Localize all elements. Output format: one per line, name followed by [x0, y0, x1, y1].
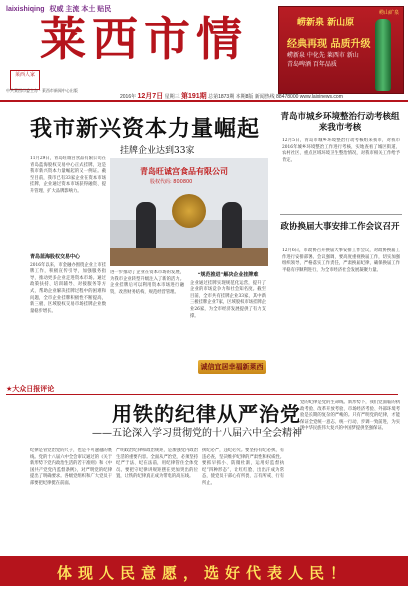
lead-paragraph-1: 11月29日，青岛旺诚宫食品有限公司在青岛蓝海股权交易中心正式挂牌，这是我市新兴资本力量崛起的又一例证。截至目前，我市已有33家企业在资本市场挂牌，企业通过资本市场获得融资、提升管理、扩大品牌影响力。	[30, 156, 106, 194]
editorial-subheadline: ——五论深入学习贯彻党的十八届六中全会精神	[92, 428, 302, 439]
right-headline-1[interactable]: 青岛市城乡环境整治行动考核组来我市考核	[280, 112, 400, 133]
gong-icon	[172, 194, 206, 228]
editorial-column-1	[30, 448, 112, 552]
issue-year: 2016年	[120, 94, 137, 100]
mid-paragraph-1: 进一步推动了企业在资本市场的发展，为我市企业转型升级注入了新的活力。企业挂牌后可以利用资本市场进行融资，改善财务结构，规范经营管理。	[110, 270, 184, 295]
city-slogan-banner: 诚信宜居幸福新莱西	[198, 360, 266, 374]
editorial-side-paragraph: 党的纪律是党的生命线。新形势下，我们党面临的执政考验、改革开放考验、市场经济考验、外部环境考验是长期的复杂的严峻的。只有严明党的纪律，才能保证全党统一意志、统一行动、步调一致前进，为实现中华民族伟大复兴的中国梦提供坚强保证。	[300, 400, 400, 432]
lead-headline[interactable]: 我市新兴资本力量崛起	[30, 116, 261, 142]
slogan: 权威 主流 本土 贴民	[49, 6, 112, 13]
advertisement[interactable]	[278, 6, 404, 94]
issue-date: 12月7日	[137, 93, 164, 100]
editorial-column-2	[116, 448, 198, 552]
right-paragraph-1: 12月5日，青岛市城乡环境整治行动考核组来我市，对我市2016年城乡环境整治工作进行考核，实地查看了城区街道、农村社区、重点区域环境卫生整治情况，对我市相关工作给予肯定。	[282, 138, 400, 163]
masthead-divider	[0, 100, 408, 102]
ad-text: 崂新泉 中化先 莱西市 新山 青岛啤酒 百年品质	[287, 52, 359, 68]
lead-subheadline: 挂牌企业达到33家	[120, 146, 195, 156]
footer-slogan: 体现人民意愿，选好代表人民！	[56, 564, 351, 582]
photo-sign-code: 股权代码: 800800	[150, 179, 193, 185]
seal-logo: 莱西人家	[10, 70, 40, 90]
issue-number: 第191期	[181, 93, 207, 100]
hotline: 新闻热线 88478000 www.laixinews.com	[254, 94, 343, 100]
right-article-1	[282, 138, 400, 210]
section-divider	[6, 394, 398, 395]
ad-brand: 崂新泉 新山原	[297, 18, 355, 28]
lead-subhead: 青岛蓝海股权交易中心	[30, 254, 81, 260]
editorial-side-column	[300, 400, 400, 552]
mid-article-text-1	[110, 270, 184, 380]
editorial-paragraph-1: 纪律是管党治党的尺子，也是不可逾越的底线。党的十八届六中全会审议通过的《关于新形势下党内政治生活的若干准则》和《中国共产党党内监督条例》，对严明党的纪律提出了明确要求。各级党组织和广大党员干部要把纪律挺在前面。	[30, 448, 112, 486]
editorial-column-3	[202, 448, 284, 552]
site-name: laixishiqing	[6, 6, 45, 13]
right-article-2	[282, 248, 400, 376]
total-issue: 总第1873期	[208, 94, 235, 100]
photo-sign: 青岛旺诚宫食品有限公司	[140, 167, 228, 176]
bottle-icon	[375, 19, 391, 91]
right-headline-2[interactable]: 政协换届大事安排工作会议召开	[280, 222, 400, 232]
page-count: 本期8版	[235, 94, 254, 100]
masthead	[0, 0, 408, 100]
right-paragraph-2: 12月6日，市政协召开换届大事安排工作会议，对政协换届工作进行安排部署。会议强调，要高度重视换届工作，切实加强组织领导，严格落实工作责任，严肃换届纪律，确保换届工作平稳有序顺利进行，为全市经济社会发展凝聚力量。	[282, 248, 400, 273]
ad-headline: 经典再现 品质升级	[287, 39, 371, 50]
section-label: ★大众日报评论	[6, 385, 55, 393]
mid-paragraph-2: 企业通过挂牌实现规范化运营，提升了企业的市场竞争力和社会知名度。截至目前，全市共有挂牌企业33家，其中新三板挂牌企业7家，区域股权市场挂牌企业26家，为全市经济发展提供了有力支撑。	[190, 280, 266, 319]
ad-badge: 崂山矿泉	[379, 10, 400, 16]
editorial-headline[interactable]: 用铁的纪律从严治党	[112, 402, 301, 426]
mid-subhead: “规范推进”解决企业挂牌难	[197, 272, 259, 278]
editorial-paragraph-3: 执纪必严，违纪必究。要坚持有纪必执、有违必查，坚决维护纪律的严肃性和权威性。要抓早抓小、防微杜渐，运用好监督执纪“四种形态”，让红红脸、出出汗成为常态，使党员干部心有所畏、言有所戒、行有所止。	[202, 448, 284, 486]
newspaper-title: 莱西市情	[40, 12, 248, 66]
lead-article-text	[30, 156, 106, 246]
issue-weekday: 星期三	[164, 94, 180, 100]
lead-paragraph-2: 2016年以来，市金融办围绕企业上市挂牌工作，积极宣传引导，加强服务指导，推动更多企业走进资本市场。通过政策扶持、培训辅导、对接服务等方式，帮助企业解决挂牌过程中的困难和问题，全市企业挂牌积极性不断提高，新三板、区域股权交易市场挂牌企业数量稳步增长。	[30, 262, 106, 314]
publisher-info: 中共莱西市委主办 · 莱西市新闻中心出版	[6, 88, 78, 93]
photo-floor	[110, 248, 268, 266]
lead-photo[interactable]	[110, 158, 268, 266]
editorial-paragraph-2: 严明政治纪律和政治规矩，是加强党内政治生活的重要内容。全面从严治党，必须坚持纪严于法、纪在法前，用纪律管住全体党员。要把守纪律讲规矩摆在更加突出的位置，让铁的纪律真正成为带电的高压线。	[116, 448, 198, 480]
lead-article-continued	[30, 252, 106, 380]
right-divider	[280, 214, 402, 215]
